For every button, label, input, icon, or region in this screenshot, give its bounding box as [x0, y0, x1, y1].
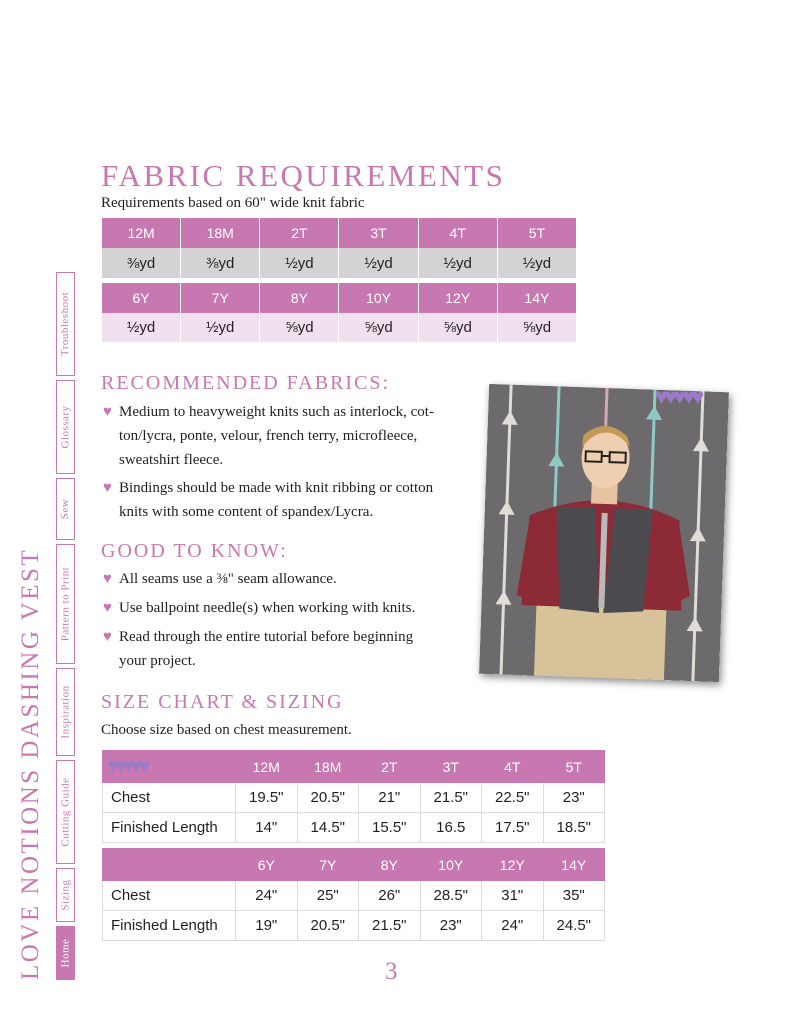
size-table-1 — [102, 750, 605, 843]
yardage-cell: ½yd — [498, 248, 576, 278]
yardage-cell: ⅝yd — [498, 313, 576, 342]
list-item-line: knits with some content of spandex/Lycra. — [119, 504, 374, 520]
size-header: 18M — [181, 218, 259, 248]
size-header: 2T — [260, 218, 338, 248]
list-item-line: ton/lycra, ponte, velour, french terry, microfleece, — [119, 428, 418, 444]
list-item-line: Bindings should be made with knit ribbing or cotton — [119, 480, 434, 496]
size-header: 4T — [419, 218, 497, 248]
fabric-requirements-title: FABRIC REQUIREMENTS — [101, 158, 506, 193]
tab-label: Cutting Guide — [59, 777, 72, 847]
size-header: 8Y — [359, 849, 421, 881]
row-label: Chest — [103, 881, 236, 911]
size-header: 12M — [236, 751, 298, 783]
list-item — [103, 596, 498, 620]
tab-cutting-guide[interactable] — [56, 760, 75, 864]
tab-label: Sew — [59, 498, 72, 520]
size-header: 10Y — [339, 283, 417, 313]
list-item-line: your project. — [119, 653, 196, 669]
yardage-cell: ⅜yd — [181, 248, 259, 278]
page-number: 3 — [385, 958, 398, 985]
size-header: 18M — [297, 751, 359, 783]
tab-sizing[interactable] — [56, 868, 75, 922]
yardage-cell: ½yd — [102, 313, 180, 342]
table-cell: 26" — [359, 881, 421, 911]
yardage-cell: ⅝yd — [419, 313, 497, 342]
tab-label: Troubleshoot — [59, 291, 72, 357]
table-cell: 14" — [236, 813, 298, 843]
size-header: 12Y — [419, 283, 497, 313]
tab-sew[interactable] — [56, 478, 75, 540]
heart-bullet-icon: ♥ — [103, 629, 112, 645]
decorative-hearts-icon: ♥♥♥♥♥ — [655, 384, 701, 409]
list-item — [103, 476, 498, 524]
size-header: 3T — [420, 751, 482, 783]
list-item-line: sweatshirt fleece. — [119, 452, 224, 468]
recommended-fabrics-title: RECOMMENDED FABRICS: — [101, 372, 391, 394]
size-header: 10Y — [420, 849, 482, 881]
yardage-cell: ⅝yd — [339, 313, 417, 342]
yardage-cell: ½yd — [339, 248, 417, 278]
tab-label: Glossary — [59, 405, 72, 449]
list-item-line: All seams use a ⅜" seam allowance. — [119, 571, 337, 587]
table-cell: 21.5" — [420, 783, 482, 813]
table-row — [103, 911, 605, 941]
size-table-2 — [102, 848, 605, 941]
heart-bullet-icon: ♥ — [103, 404, 112, 420]
size-header: 7Y — [297, 849, 359, 881]
tab-inspiration[interactable] — [56, 668, 75, 756]
table-cell: 24" — [236, 881, 298, 911]
yardage-cell: ½yd — [260, 248, 338, 278]
table-cell: 18.5" — [543, 813, 605, 843]
row-label: Finished Length — [103, 911, 236, 941]
table-cell: 35" — [543, 881, 605, 911]
photo-boy-in-vest — [479, 384, 729, 682]
table-cell: 22.5" — [482, 783, 544, 813]
yardage-cell: ½yd — [419, 248, 497, 278]
table-cell: 23" — [543, 783, 605, 813]
size-header: 12Y — [482, 849, 544, 881]
header-blank — [103, 849, 236, 881]
table-cell: 28.5" — [420, 881, 482, 911]
row-label: Finished Length — [103, 813, 236, 843]
list-item-line: Read through the entire tutorial before beginning — [119, 629, 414, 645]
table-cell: 24.5" — [543, 911, 605, 941]
yardage-cell: ⅝yd — [260, 313, 338, 342]
row-label: Chest — [103, 783, 236, 813]
list-item — [103, 567, 498, 591]
table-cell: 15.5" — [359, 813, 421, 843]
tab-label: Home — [59, 938, 72, 968]
good-to-know-list — [103, 567, 498, 673]
tab-label: Sizing — [59, 879, 72, 911]
tab-troubleshoot[interactable] — [56, 272, 75, 376]
size-header: 8Y — [260, 283, 338, 313]
size-header: 2T — [359, 751, 421, 783]
list-item-line: Medium to heavyweight knits such as interlock, cot- — [119, 404, 434, 420]
size-header: 14Y — [543, 849, 605, 881]
size-header: 14Y — [498, 283, 576, 313]
size-chart-note: Choose size based on chest measurement. — [101, 722, 352, 738]
photo-image — [479, 384, 729, 682]
table-cell: 19" — [236, 911, 298, 941]
tab-pattern-to-print[interactable] — [56, 544, 75, 664]
tab-home[interactable] — [56, 926, 75, 980]
table-cell: 20.5" — [297, 783, 359, 813]
yardage-cell: ⅜yd — [102, 248, 180, 278]
heart-bullet-icon: ♥ — [103, 571, 112, 587]
heart-bullet-icon: ♥ — [103, 480, 112, 496]
size-header: 12M — [102, 218, 180, 248]
table-cell: 19.5" — [236, 783, 298, 813]
yardage-cell: ½yd — [181, 313, 259, 342]
table-cell: 21.5" — [359, 911, 421, 941]
list-item-line: Use ballpoint needle(s) when working with knits. — [119, 600, 416, 616]
table-cell: 31" — [482, 881, 544, 911]
tab-label: Pattern to Print — [59, 566, 72, 642]
table-row — [103, 783, 605, 813]
fabric-note: Requirements based on 60" wide knit fabric — [101, 195, 365, 211]
table-cell: 20.5" — [297, 911, 359, 941]
size-header: 7Y — [181, 283, 259, 313]
fabric-table-1 — [101, 218, 577, 278]
size-header: 3T — [339, 218, 417, 248]
list-item — [103, 400, 498, 472]
fabric-table-2 — [101, 283, 577, 342]
size-header: 5T — [498, 218, 576, 248]
tab-glossary[interactable] — [56, 380, 75, 474]
recommended-list — [103, 400, 498, 524]
list-item — [103, 625, 498, 673]
table-cell: 14.5" — [297, 813, 359, 843]
size-header: 6Y — [236, 849, 298, 881]
table-row — [103, 881, 605, 911]
table-cell: 16.5 — [420, 813, 482, 843]
document-title-vertical: LOVE NOTIONS DASHING VEST — [17, 547, 44, 980]
size-chart-title: SIZE CHART & SIZING — [101, 691, 344, 713]
good-to-know-title: GOOD TO KNOW: — [101, 540, 288, 562]
size-header: 6Y — [102, 283, 180, 313]
decorative-hearts-icon: ♥♥♥♥♥ — [103, 751, 236, 783]
size-header: 4T — [482, 751, 544, 783]
table-row — [103, 813, 605, 843]
tab-label: Inspiration — [59, 685, 72, 739]
table-cell: 23" — [420, 911, 482, 941]
table-cell: 25" — [297, 881, 359, 911]
table-cell: 21" — [359, 783, 421, 813]
heart-bullet-icon: ♥ — [103, 600, 112, 616]
table-cell: 24" — [482, 911, 544, 941]
table-cell: 17.5" — [482, 813, 544, 843]
size-header: 5T — [543, 751, 605, 783]
